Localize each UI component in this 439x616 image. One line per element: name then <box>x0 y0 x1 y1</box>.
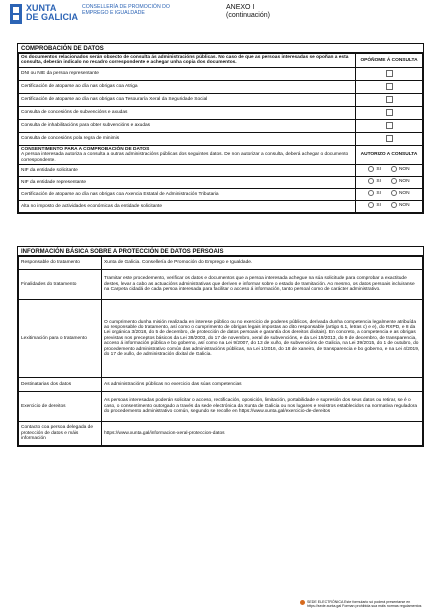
privacy-label: Destinatarias dos datos <box>19 378 102 392</box>
no-radio[interactable] <box>391 202 397 208</box>
verification-row: Consulta de inhabilitacións para obter subvencións e axudas <box>19 119 356 132</box>
consent-row: Certificación de atoparse ao día nas obrigas coa Axencia Estatal de Administración Tributaria <box>19 189 356 201</box>
consent-row: Alta no imposto de actividades económicas da entidade solicitante <box>19 201 356 213</box>
privacy-label: Lexitimación para o tratamento <box>19 300 102 378</box>
oppose-checkbox[interactable] <box>386 109 393 116</box>
no-label: NON <box>398 166 410 172</box>
privacy-text: As persoas interesadas poderán solicitar o acceso, rectificación, oposición, limitación, portabilidade e supresión dos seus datos ou retirar, se é o caso, o consentimento outorgado a través da sede electrónica da Xunta de Galicia ou nos lugares e rexistros establecidos na normativa reguladora do procedemento administrativo común, segundo se recolle en https://www.xunta.gal/exercicio-de-dereitos <box>102 392 423 422</box>
privacy-table <box>18 256 423 446</box>
oppose-checkbox[interactable] <box>386 83 393 90</box>
oppose-checkbox[interactable] <box>386 122 393 129</box>
no-radio[interactable] <box>391 166 397 172</box>
page-footer <box>300 600 435 608</box>
yes-radio[interactable] <box>368 202 374 208</box>
privacy-label: Exercicio de dereitos <box>19 392 102 422</box>
authorize-header: AUTORIZO A CONSULTA <box>356 145 423 164</box>
no-label: NON <box>398 202 410 208</box>
consent-row: NIF da entidade solicitante <box>19 165 356 177</box>
annex-sublabel: (continuación) <box>226 12 270 19</box>
no-label: NON <box>398 178 410 184</box>
annex-label: ANEXO I <box>226 4 255 11</box>
no-radio[interactable] <box>391 178 397 184</box>
no-radio[interactable] <box>391 190 397 196</box>
oppose-checkbox[interactable] <box>386 70 393 77</box>
privacy-label: Responsable do tratamento <box>19 257 102 270</box>
data-protection-panel <box>17 246 424 447</box>
verification-row: Certificación de atoparse ao día nas obrigas coa Atriga <box>19 80 356 93</box>
data-verification-panel <box>17 43 424 214</box>
privacy-text: https://www.xunta.gal/informacion-xeral-proteccion-datos <box>102 422 423 446</box>
consent-row: NIF da entidade representante <box>19 177 356 189</box>
yes-label: SI <box>376 190 381 196</box>
consent-text: A persoa interesada autoriza a consulta a outras administracións públicas dos seguintes datos. De non autorizar a consulta, deberá achegar o documento correspondente. <box>21 152 349 163</box>
oppose-header: OPÓÑOME Á CONSULTA <box>356 54 423 68</box>
xunta-emblem-icon <box>10 4 22 24</box>
yes-radio[interactable] <box>368 166 374 172</box>
oppose-checkbox[interactable] <box>386 96 393 103</box>
verification-row: Consulta de concesións de subvencións e axudas <box>19 106 356 119</box>
logo-line-1: XUNTA <box>26 3 57 13</box>
privacy-label: Finalidades do tratamento <box>19 270 102 300</box>
consent-title: CONSENTIMENTO PARA A COMPROBACIÓN DE DATOS <box>21 146 150 152</box>
verification-row: DNI ou NIE da persoa representante <box>19 67 356 80</box>
privacy-text: Tramitar este procedemento, verificar os datos e documentos que a persoa interesada achegue na súa solicitude para comprobar a exactitude destes, levar a cabo as actuacións administrativas que deriven e informar sobre o estado de tramitación. Ao mesmo, os datos persoais incluiranse na Carpeta cidadá de cada persoa interesada para facilitar o acceso á información, tanto persoal como de carácter administrativo. <box>102 270 423 300</box>
privacy-text: As administracións públicas no exercicio das súas competencias <box>102 378 423 392</box>
verification-intro: Os documentos relacionados serán obxecto de consulta ás administracións públicas. No caso de que as persoas interesadas se opoñan a esta consulta, deberán indicalo no recadro correspondente e achegar unha copia dos documentos. <box>19 54 356 68</box>
privacy-title: INFORMACIÓN BÁSICA SOBRE A PROTECCIÓN DE DATOS PERSOAIS <box>18 247 423 256</box>
privacy-text: Xunta de Galicia. Consellería de Promoción do Emprego e Igualdade. <box>102 257 423 270</box>
yes-radio[interactable] <box>368 178 374 184</box>
no-label: NON <box>398 190 410 196</box>
yes-radio[interactable] <box>368 190 374 196</box>
privacy-text: O cumprimento dunha misión realizada en interese público ou no exercicio de poderes públicos, derivada dunha competencia legalmente atribuída ao responsable do tratamento, así como o cumprimento de obrigas legais impostas ao dito responsable (artigo 6.1, letras c) e e), do RXPD, e 8 da Lei orgánica 3/2018, do 5 de decembro, de protección de datos persoais e garantía dos dereitos dixitais). En concreto, a competencia e as obrigas previstas nos preceptos básicos da Lei 38/2003, do 17 de novembro, xeral de subvencións, e da Lei 19/2013, do 9 de decembro, de transparencia, acceso á información pública e bo goberno, así como na Lei 9/2007, do 13 de xuño, de subvencións de Galicia, na Lei 39/2015, do 1 de outubro, do procedemento administrativo común das administracións públicas, na Lei 1/2016, do 18 de xaneiro, de transparencia e bo goberno, e na Lei 4/2019, do 17 de xullo, de administración dixital de Galicia. <box>102 300 423 378</box>
verification-title: COMPROBACIÓN DE DATOS <box>18 44 423 53</box>
annex-title <box>226 4 270 20</box>
consent-block <box>19 145 356 164</box>
logo-line-2: DE GALICIA <box>26 12 79 22</box>
yes-label: SI <box>376 166 381 172</box>
department-name: CONSELLERÍA DE PROMOCIÓN DO EMPREGO E IGUALDADE <box>82 4 170 16</box>
oppose-checkbox[interactable] <box>386 135 393 142</box>
verification-table <box>18 53 423 213</box>
footer-text: SEDE ELECTRÓNICA Este formulario só poderá presentarse en https://sede.xunta.gal Forman prohibida sua máis normas regulamentos <box>307 600 422 608</box>
verification-row: Certificación de atoparse ao día nas obrigas coa Tesouraría Xeral da Seguridade Social <box>19 93 356 106</box>
sede-electronica-icon <box>300 600 305 605</box>
yes-label: SI <box>376 178 381 184</box>
verification-row: Consulta de concesións pola regra de minimis <box>19 132 356 145</box>
xunta-logo <box>10 4 78 24</box>
yes-label: SI <box>376 202 381 208</box>
privacy-label: Contacto coa persoa delegada de protección de datos e máis información <box>19 422 102 446</box>
page-header <box>10 4 430 34</box>
